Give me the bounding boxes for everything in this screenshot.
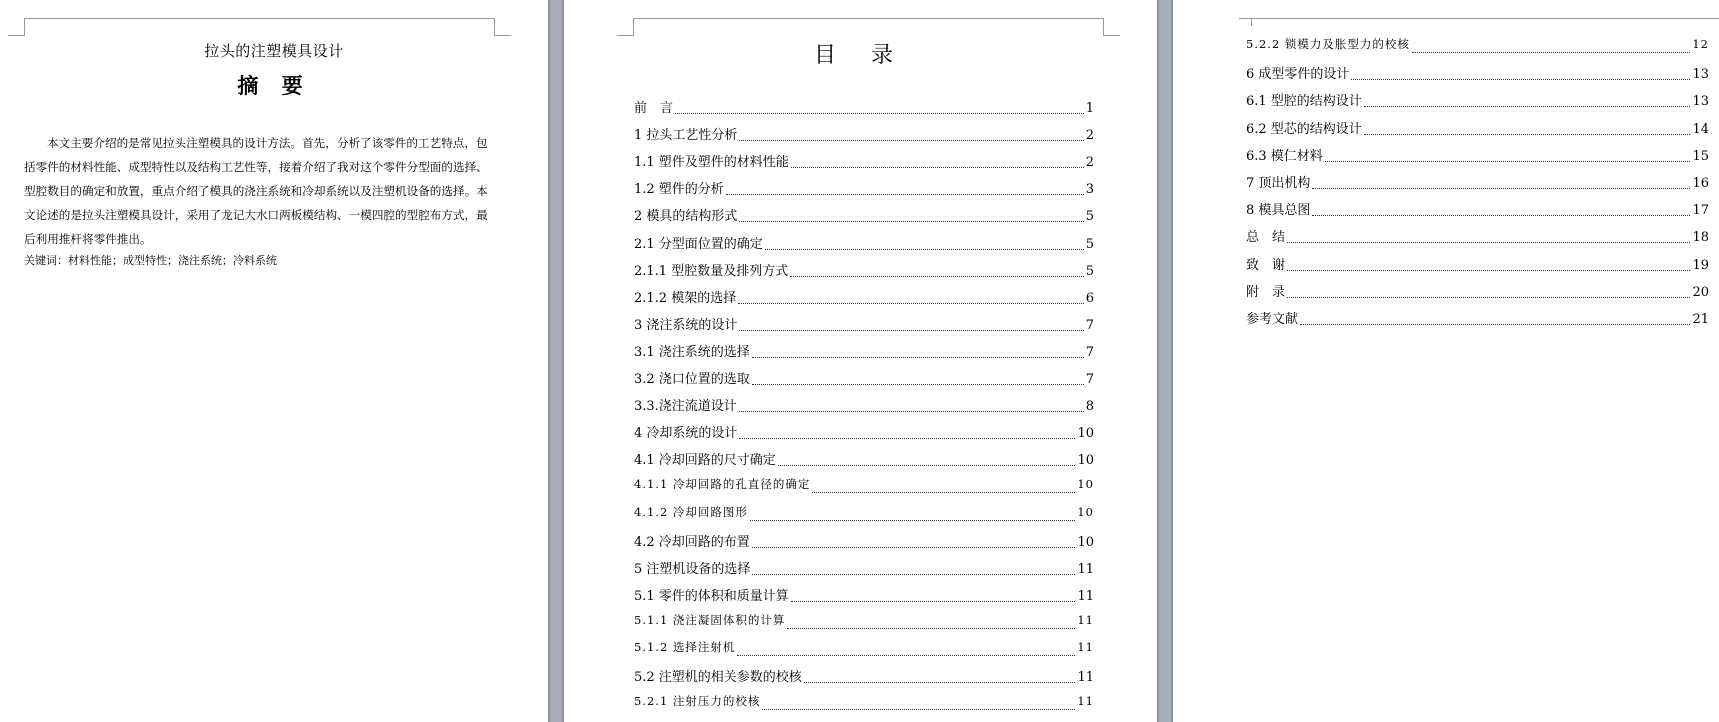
- toc-entry[interactable]: [634, 341, 1094, 361]
- toc-entry-page-number: 10: [1077, 477, 1094, 492]
- toc-dot-leader: [739, 437, 1075, 439]
- toc-dot-leader: [1287, 296, 1690, 298]
- toc-dot-leader: [1351, 78, 1690, 80]
- toc-dot-leader: [739, 220, 1083, 222]
- abstract-heading: 摘 要: [237, 73, 311, 98]
- toc-entry-page-number: 5: [1085, 236, 1094, 252]
- toc-dot-leader: [1325, 160, 1691, 162]
- toc-entry[interactable]: [1246, 145, 1709, 165]
- toc-entry-title: 5.2.1 注射压力的校核: [634, 694, 761, 709]
- toc-dot-leader: [752, 383, 1084, 385]
- toc-dot-leader: [738, 302, 1084, 304]
- page-gap-1: [548, 0, 564, 722]
- toc-entry-page-number: 7: [1085, 344, 1094, 360]
- page-corner-mark-left: [1239, 18, 1252, 26]
- toc-dot-leader: [787, 627, 1075, 629]
- page-corner-mark-right: [1103, 18, 1120, 36]
- toc-entry[interactable]: [634, 422, 1094, 442]
- toc-entry-page-number: 11: [1077, 694, 1094, 709]
- toc-entry[interactable]: [1246, 226, 1709, 246]
- document-title: 拉头的注塑模具设计: [204, 42, 344, 60]
- toc-entry[interactable]: [634, 287, 1094, 307]
- toc-entry-title: 3.1 浇注系统的选择: [634, 344, 750, 360]
- toc-dot-leader: [765, 248, 1084, 250]
- toc-entry-page-number: 20: [1692, 284, 1709, 300]
- toc-dot-leader: [737, 654, 1075, 656]
- toc-entry-page-number: 18: [1692, 230, 1709, 246]
- toc-dot-leader: [726, 193, 1084, 195]
- toc-dot-leader: [778, 464, 1076, 466]
- toc-entry[interactable]: [1246, 63, 1709, 83]
- toc-entry-page-number: 13: [1692, 67, 1709, 83]
- toc-entry[interactable]: [1246, 254, 1709, 274]
- document-page-1: [0, 0, 548, 722]
- toc-dot-leader: [1312, 214, 1690, 216]
- toc-entry-title: 5.2.2 锁模力及胀型力的校核: [1246, 37, 1410, 51]
- toc-entry-page-number: 3: [1085, 182, 1094, 198]
- page-top-line: [24, 18, 494, 19]
- page-corner-mark-left: [8, 18, 25, 36]
- toc-entry-page-number: 13: [1692, 94, 1709, 110]
- toc-entry-title: 1.2 塑件的分析: [634, 182, 724, 198]
- toc-entry[interactable]: [1246, 308, 1709, 328]
- toc-entry-title: 2.1 分型面位置的确定: [634, 236, 763, 252]
- abstract-body: 本文主要介绍的是常见拉头注塑模具的设计方法。首先，分析了该零件的工艺特点，包括零件的材料性能、成型特性以及结构工艺性等，接着介绍了我对这个零件分型面的选择、型腔数目的确定和放置，重点介绍了模具的浇注系统和冷却系统以及注塑机设备的选择。本文论述的是拉头注塑模具设计，采用了龙记大水口两板模结构、一模四腔的型腔布方式，最后利用推杆将零件推出。: [24, 136, 488, 246]
- toc-dot-leader: [1364, 133, 1691, 135]
- toc-entry-page-number: 11: [1077, 640, 1094, 654]
- toc-entry-page-number: 11: [1077, 588, 1094, 604]
- toc-entry[interactable]: [634, 558, 1094, 578]
- toc-dot-leader: [739, 139, 1083, 141]
- toc-entry[interactable]: [634, 178, 1094, 198]
- toc-dot-leader: [804, 681, 1076, 683]
- toc-entry[interactable]: [1246, 36, 1709, 56]
- toc-entry-page-number: 15: [1692, 148, 1709, 164]
- toc-entry-page-number: 14: [1692, 121, 1709, 137]
- toc-entry-page-number: 17: [1692, 203, 1709, 219]
- toc-entry-page-number: 10: [1077, 426, 1094, 442]
- toc-entry-title: 4.1 冷却回路的尺寸确定: [634, 453, 776, 469]
- toc-entry-page-number: 2: [1085, 155, 1094, 171]
- toc-dot-leader: [1412, 51, 1690, 53]
- toc-entry[interactable]: [634, 205, 1094, 225]
- toc-entry-page-number: 5: [1085, 209, 1094, 225]
- toc-entry-page-number: 6: [1085, 290, 1094, 306]
- toc-entry-title: 4.1.1 冷却回路的孔直径的确定: [634, 477, 811, 492]
- toc-entry[interactable]: [634, 476, 1094, 496]
- toc-entry[interactable]: [634, 531, 1094, 551]
- document-page-3: [1173, 0, 1719, 722]
- toc-entry-title: 4.2 冷却回路的布置: [634, 534, 750, 550]
- toc-dot-leader: [1364, 105, 1691, 107]
- toc-entry[interactable]: [634, 233, 1094, 253]
- toc-entry-page-number: 7: [1085, 372, 1094, 387]
- toc-entry-page-number: 2: [1085, 128, 1094, 144]
- keywords: 关键词：材料性能；成型特性；浇注系统；冷料系统: [24, 254, 277, 267]
- toc-entry-page-number: 11: [1077, 670, 1094, 686]
- toc-entry[interactable]: [634, 639, 1094, 659]
- toc-entry-title: 前 言: [634, 101, 674, 116]
- toc-entry[interactable]: [634, 124, 1094, 144]
- toc-dot-leader: [750, 519, 1075, 521]
- toc-entry-title: 2 模具的结构形式: [634, 209, 738, 225]
- toc-entry[interactable]: [1246, 172, 1709, 192]
- toc-entry-title: 7 顶出机构: [1246, 176, 1311, 191]
- page-gap-2: [1157, 0, 1173, 722]
- page-corner-mark-left: [617, 18, 634, 36]
- toc-dot-leader: [812, 491, 1075, 493]
- toc-entry[interactable]: [634, 260, 1094, 280]
- toc-entry[interactable]: [1246, 281, 1709, 301]
- toc-entry-title: 总 结: [1246, 230, 1286, 246]
- toc-entry-title: 5.1.2 选择注射机: [634, 640, 736, 654]
- toc-dot-leader: [752, 573, 1075, 575]
- toc-dot-leader: [791, 166, 1084, 168]
- toc-entry-title: 5.1.1 浇注凝固体积的计算: [634, 612, 786, 627]
- toc-dot-leader: [739, 329, 1083, 331]
- toc-dot-leader: [1287, 241, 1690, 243]
- toc-entry[interactable]: [1246, 199, 1709, 219]
- toc-entry-page-number: 16: [1692, 176, 1709, 191]
- toc-entry-title: 1 拉头工艺性分析: [634, 128, 738, 144]
- toc-entry-title: 3 浇注系统的设计: [634, 317, 738, 333]
- toc-entry[interactable]: [634, 449, 1094, 469]
- toc-entry-title: 2.1.1 型腔数量及排列方式: [634, 263, 789, 279]
- toc-dot-leader: [739, 410, 1084, 412]
- toc-entry-title: 5.1 零件的体积和质量计算: [634, 588, 789, 604]
- toc-entry-title: 6.2 型芯的结构设计: [1246, 121, 1362, 137]
- toc-entry[interactable]: [634, 395, 1094, 415]
- toc-entry-page-number: 5: [1085, 263, 1094, 279]
- toc-entry-page-number: 10: [1077, 504, 1094, 519]
- toc-dot-leader: [1312, 187, 1690, 189]
- page-top-line: [1239, 18, 1719, 19]
- toc-entry-page-number: 1: [1085, 101, 1094, 116]
- toc-entry-title: 4 冷却系统的设计: [634, 426, 738, 442]
- toc-entry-page-number: 8: [1085, 399, 1094, 415]
- toc-entry-page-number: 12: [1692, 37, 1709, 51]
- toc-entry[interactable]: [634, 368, 1094, 388]
- toc-entry-title: 3.3.浇注流道设计: [634, 399, 737, 415]
- toc-dot-leader: [752, 546, 1076, 548]
- toc-entry-title: 参考文献: [1246, 312, 1299, 327]
- toc-dot-leader: [675, 112, 1084, 114]
- toc-dot-leader: [791, 600, 1076, 602]
- toc-entry-title: 6.3 模仁材料: [1246, 148, 1323, 164]
- toc-entry-page-number: 21: [1692, 312, 1709, 327]
- toc-entry[interactable]: [634, 666, 1094, 686]
- toc-entry-title: 1.1 塑件及塑件的材料性能: [634, 155, 789, 171]
- toc-entry-page-number: 10: [1077, 534, 1094, 550]
- toc-dot-leader: [762, 708, 1075, 710]
- page-corner-mark-right: [494, 18, 511, 36]
- toc-entry[interactable]: [634, 693, 1094, 713]
- document-page-2: [564, 0, 1157, 722]
- toc-entry[interactable]: [634, 585, 1094, 605]
- toc-entry-title: 3.2 浇口位置的选取: [634, 372, 750, 387]
- toc-entry-title: 5.2 注塑机的相关参数的校核: [634, 670, 802, 686]
- page-top-line: [633, 18, 1103, 19]
- toc-entry[interactable]: [634, 151, 1094, 171]
- toc-entry[interactable]: [634, 504, 1094, 524]
- toc-entry-title: 2.1.2 模架的选择: [634, 290, 737, 306]
- toc-entry-page-number: 7: [1085, 317, 1094, 333]
- toc-entry-title: 6.1 型腔的结构设计: [1246, 94, 1362, 110]
- toc-dot-leader: [790, 275, 1084, 277]
- toc-entry-title: 5 注塑机设备的选择: [634, 561, 751, 577]
- toc-entry[interactable]: [1246, 118, 1709, 138]
- toc-entry[interactable]: [634, 612, 1094, 632]
- toc-entry[interactable]: [1246, 90, 1709, 110]
- toc-entry[interactable]: [634, 314, 1094, 334]
- toc-entry-page-number: 11: [1077, 612, 1094, 627]
- toc-entry-page-number: 19: [1692, 257, 1709, 273]
- toc-dot-leader: [752, 356, 1084, 358]
- toc-entry-title: 致 谢: [1246, 257, 1286, 273]
- toc-entry-title: 8 模具总图: [1246, 203, 1311, 219]
- toc-entry-title: 4.1.2 冷却回路图形: [634, 504, 748, 519]
- toc-dot-leader: [1300, 323, 1690, 325]
- toc-dot-leader: [1287, 269, 1690, 271]
- toc-entry-page-number: 11: [1077, 561, 1094, 577]
- toc-entry[interactable]: [634, 97, 1094, 117]
- toc-heading: 目 录: [814, 43, 907, 68]
- toc-entry-title: 6 成型零件的设计: [1246, 67, 1350, 83]
- toc-entry-page-number: 10: [1077, 453, 1094, 469]
- toc-entry-title: 附 录: [1246, 284, 1286, 300]
